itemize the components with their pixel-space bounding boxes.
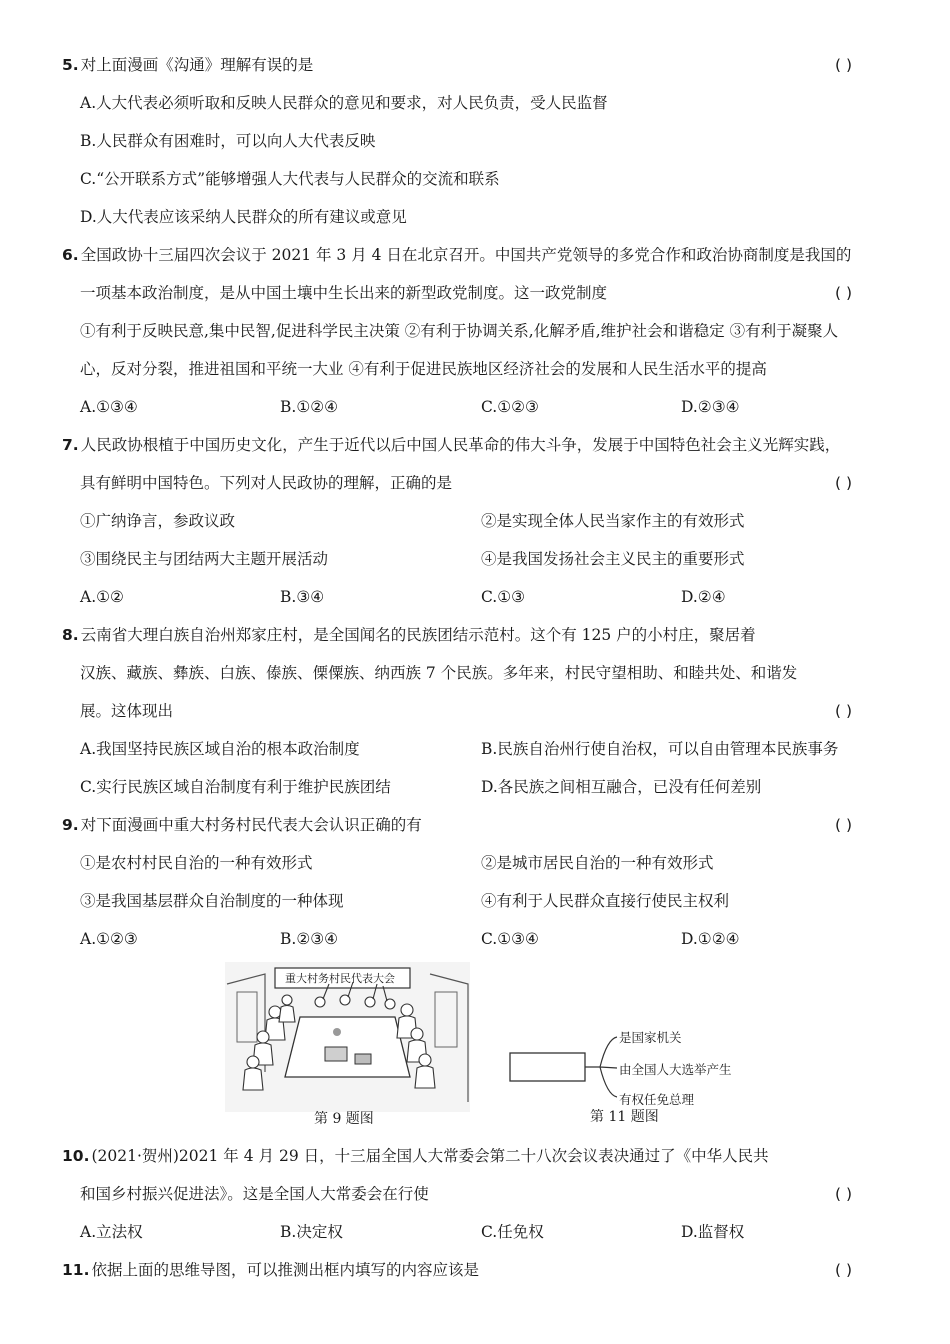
fig11-label-3: 有权任免总理: [619, 1092, 695, 1107]
fig11-blank-box: [510, 1053, 585, 1081]
q9-stem: 9. 对下面漫画中重大村务村民代表大会认识正确的有: [62, 816, 422, 834]
q9-option-d: D.①②④: [681, 930, 740, 948]
q11-number: 11.: [62, 1261, 90, 1279]
q5-option-d: D.人大代表应该采纳人民群众的所有建议或意见: [80, 208, 407, 226]
q6-answer-paren: ( ): [835, 284, 853, 302]
q9-item-4: ④有利于人民群众直接行使民主权利: [481, 892, 730, 910]
q6-stem-3: ①有利于反映民意,集中民智,促进科学民主决策 ②有利于协调关系,化解矛盾,维护社会和谐稳定 ③有利于凝聚人: [80, 322, 839, 340]
fig11-label-1: 是国家机关: [619, 1030, 682, 1045]
q9-number: 9.: [62, 816, 79, 834]
q9-answer-paren: ( ): [835, 816, 853, 834]
q10-option-a: A.立法权: [80, 1223, 143, 1241]
q7-option-d: D.②④: [681, 588, 726, 606]
q11-stem: 11. 依据上面的思维导图，可以推测出框内填写的内容应该是: [62, 1261, 479, 1279]
q7-option-b: B.③④: [280, 588, 325, 606]
q9-item-3: ③是我国基层群众自治制度的一种体现: [80, 892, 344, 910]
q7-item-4: ④是我国发扬社会主义民主的重要形式: [481, 550, 745, 568]
q7-stem-1: 7. 人民政协根植于中国历史文化，产生于近代以后中国人民革命的伟大斗争，发展于中国特色社会主义光辉实践，: [62, 436, 841, 454]
q8-stem-3: 展。这体现出: [80, 702, 174, 720]
q7-item-1: ①广纳诤言，参政议政: [80, 512, 236, 530]
q6-stem-2: 一项基本政治制度，是从中国土壤中生长出来的新型政党制度。这一政党制度: [80, 284, 608, 302]
q7-item-2: ②是实现全体人民当家作主的有效形式: [481, 512, 745, 530]
q10-number: 10.: [62, 1147, 90, 1165]
q5-number: 5.: [62, 56, 79, 74]
q11-answer-paren: ( ): [835, 1261, 853, 1279]
fig9-cartoon: [225, 962, 470, 1112]
q9-option-b: B.②③④: [280, 930, 339, 948]
q10-option-d: D.监督权: [681, 1223, 745, 1241]
q7-number: 7.: [62, 436, 79, 454]
q6-option-d: D.②③④: [681, 398, 740, 416]
q6-number: 6.: [62, 246, 79, 264]
q8-number: 8.: [62, 626, 79, 644]
q5-option-b: B.人民群众有困难时，可以向人大代表反映: [80, 132, 376, 150]
q7-stem-2: 具有鲜明中国特色。下列对人民政协的理解，正确的是: [80, 474, 453, 492]
fig9-caption: 第 9 题图: [314, 1111, 374, 1127]
fig11-mind-map: [505, 1025, 745, 1110]
q8-option-a: A.我国坚持民族区域自治的根本政治制度: [80, 740, 360, 758]
q6-stem-4: 心，反对分裂，推进祖国和平统一大业 ④有利于促进民族地区经济社会的发展和人民生活水平的提高: [80, 360, 767, 378]
fig9-banner-text: 重大村务村民代表大会: [285, 972, 395, 985]
q10-option-c: C.任免权: [481, 1223, 544, 1241]
q10-stem-2: 和国乡村振兴促进法》。这是全国人大常委会在行使: [80, 1185, 429, 1203]
fig11-caption: 第 11 题图: [590, 1109, 659, 1125]
q10-stem-1: 10. (2021·贺州)2021 年 4 月 29 日，十三届全国人大常委会第二十八次会议表决通过了《中华人民共: [62, 1147, 769, 1165]
q9-item-1: ①是农村村民自治的一种有效形式: [80, 854, 313, 872]
q9-item-2: ②是城市居民自治的一种有效形式: [481, 854, 714, 872]
fig11-label-2: 由全国人大选举产生: [619, 1062, 732, 1077]
q9-option-c: C.①③④: [481, 930, 539, 948]
q8-stem-2: 汉族、藏族、彝族、白族、傣族、傈僳族、纳西族 7 个民族。多年来，村民守望相助、和睦共处、和谐发: [80, 664, 798, 682]
q8-option-b: B.民族自治州行使自治权，可以自由管理本民族事务: [481, 740, 839, 758]
q6-option-a: A.①③④: [80, 398, 138, 416]
q6-option-b: B.①②④: [280, 398, 339, 416]
q7-option-a: A.①②: [80, 588, 124, 606]
q5-option-a: A.人大代表必须听取和反映人民群众的意见和要求，对人民负责，受人民监督: [80, 94, 608, 112]
q6-stem-1: 6. 全国政协十三届四次会议于 2021 年 3 月 4 日在北京召开。中国共产党领导的多党合作和政治协商制度是我国的: [62, 246, 852, 264]
q10-answer-paren: ( ): [835, 1185, 853, 1203]
q7-answer-paren: ( ): [835, 474, 853, 492]
q5-option-c: C.“公开联系方式”能够增强人大代表与人民群众的交流和联系: [80, 170, 500, 188]
q8-option-d: D.各民族之间相互融合，已没有任何差别: [481, 778, 762, 796]
q5-answer-paren: ( ): [835, 56, 853, 74]
q7-option-c: C.①③: [481, 588, 526, 606]
q8-stem-1: 8. 云南省大理白族自治州郑家庄村，是全国闻名的民族团结示范村。这个有 125 户的小村庄，聚居着: [62, 626, 756, 644]
q10-option-b: B.决定权: [280, 1223, 343, 1241]
q7-item-3: ③围绕民主与团结两大主题开展活动: [80, 550, 329, 568]
q8-answer-paren: ( ): [835, 702, 853, 720]
q6-option-c: C.①②③: [481, 398, 539, 416]
q8-option-c: C.实行民族区域自治制度有利于维护民族团结: [80, 778, 391, 796]
q9-option-a: A.①②③: [80, 930, 138, 948]
q5-stem: 5. 对上面漫画《沟通》理解有误的是: [62, 56, 314, 74]
